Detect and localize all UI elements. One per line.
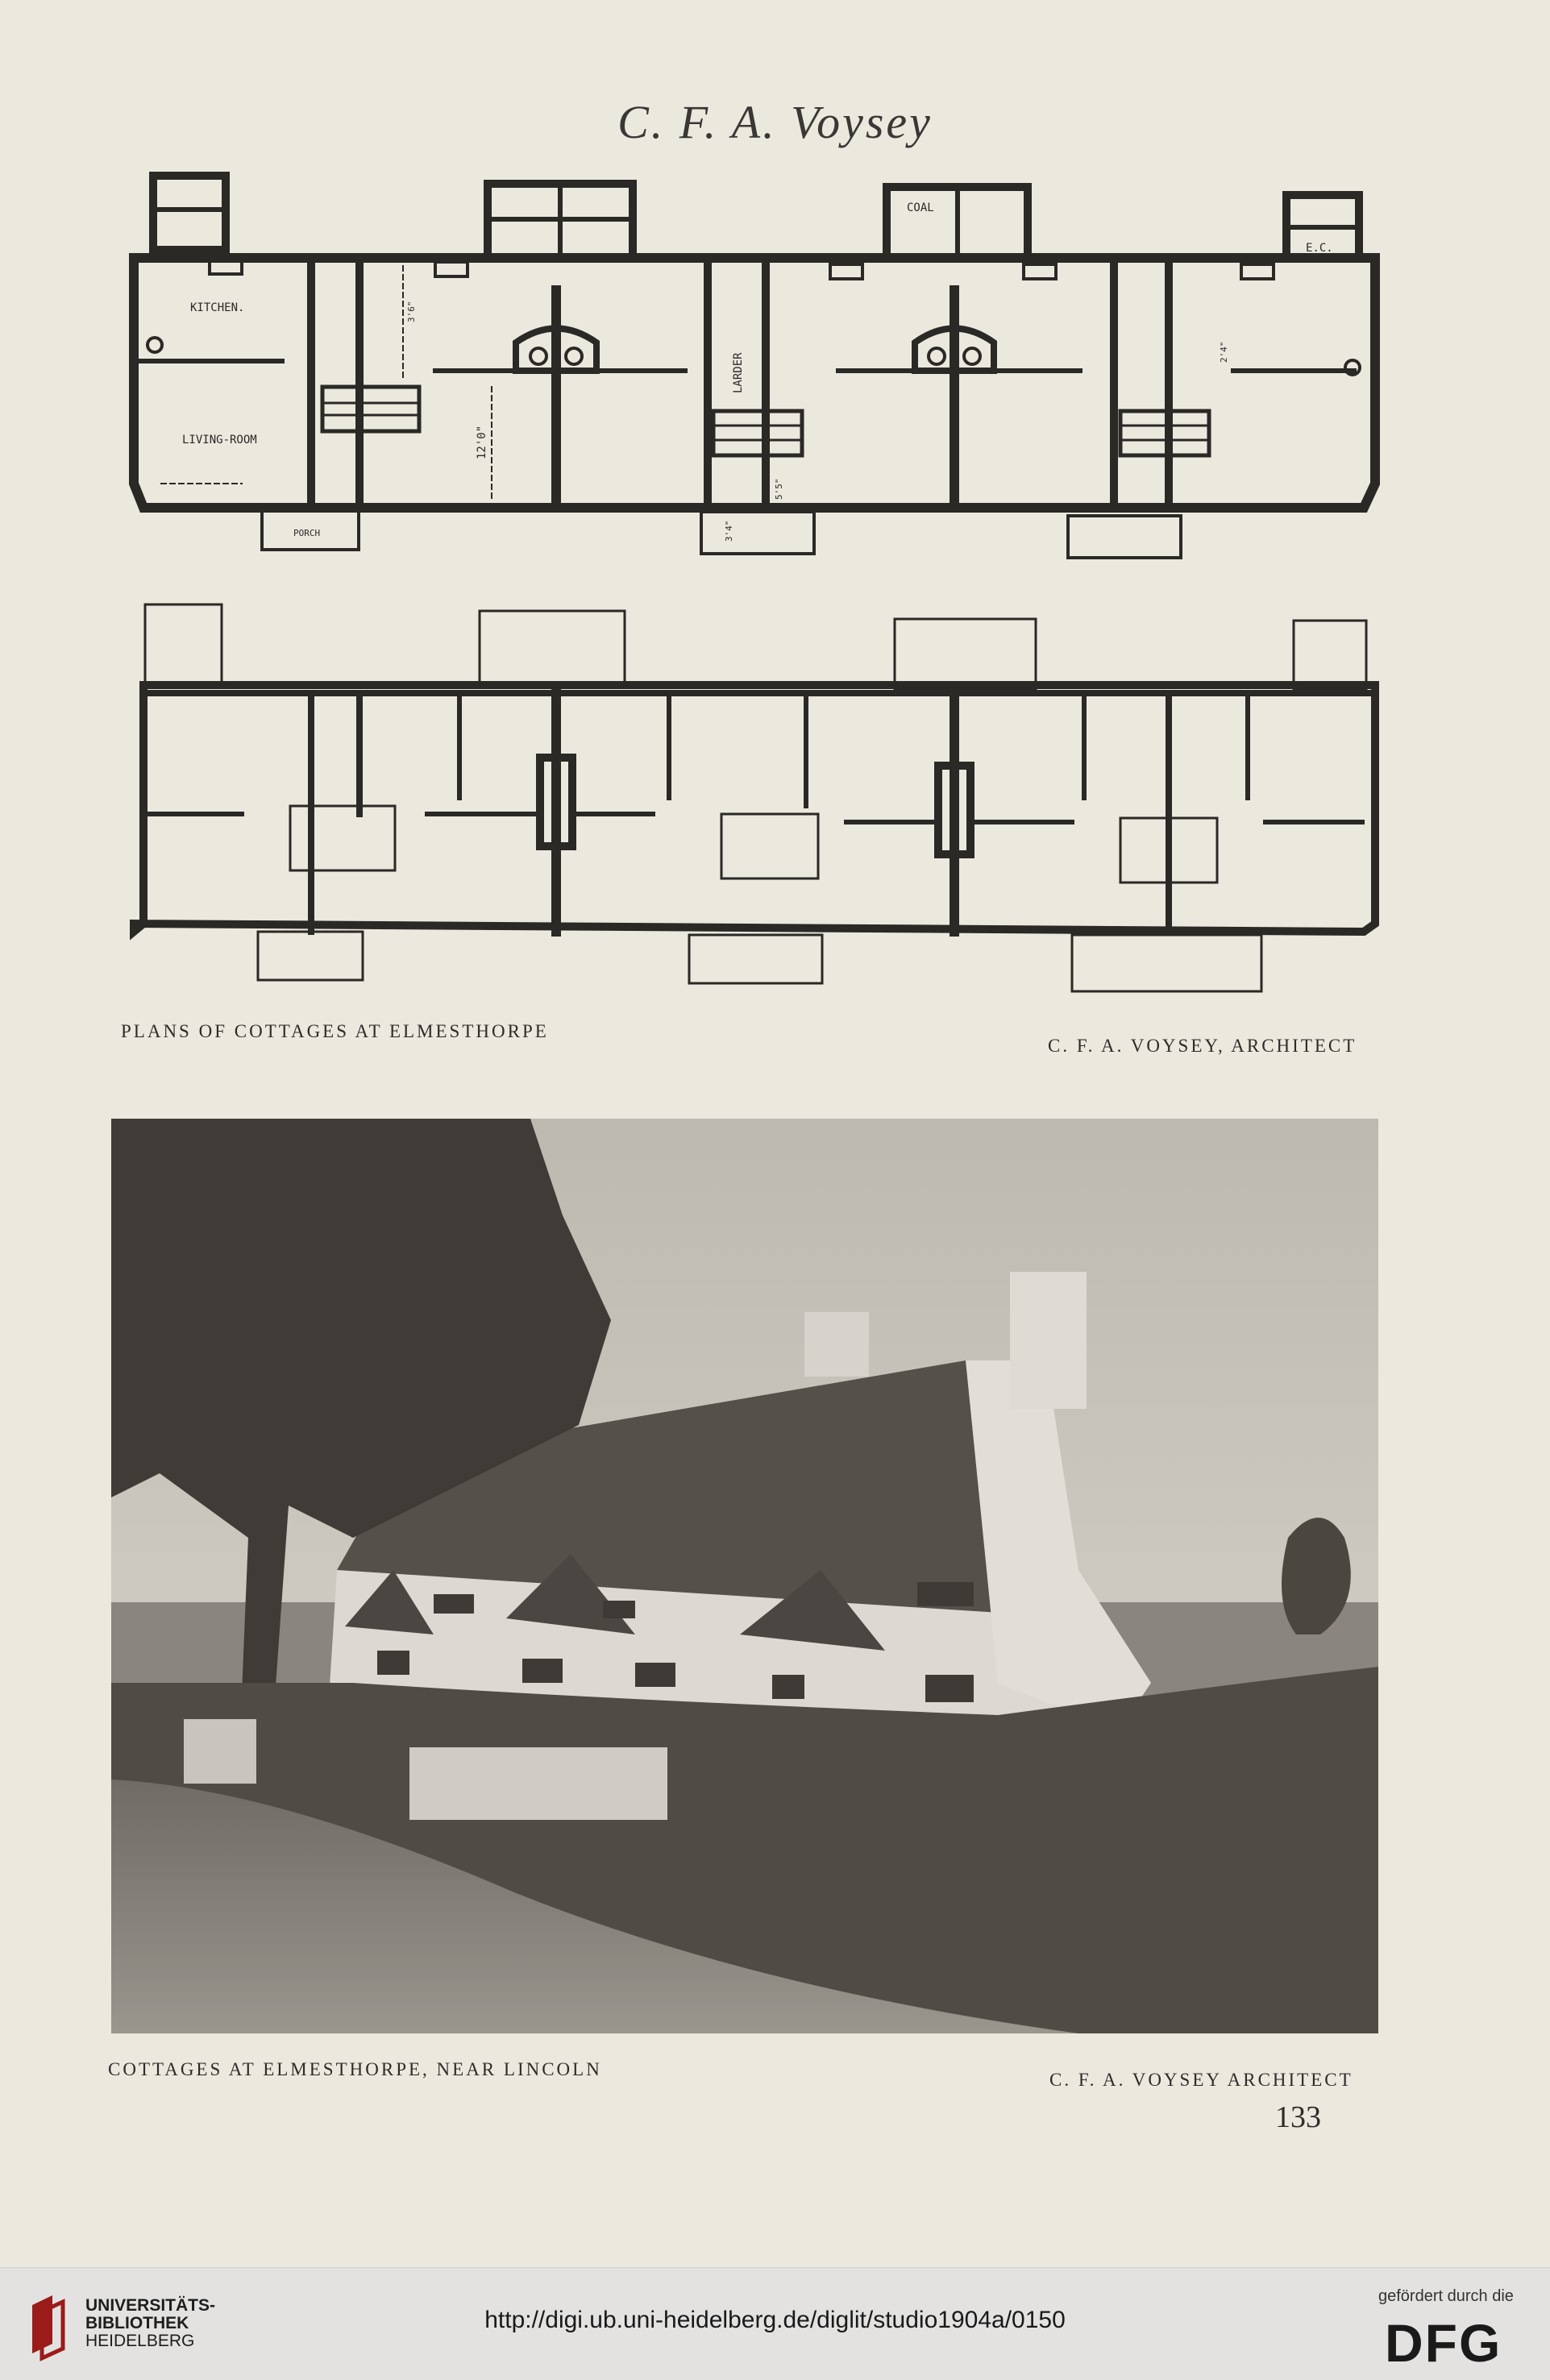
page-number: 133	[1275, 2100, 1321, 2134]
ground-floor-labels	[182, 201, 1333, 542]
label-ec: E.C.	[1306, 242, 1333, 255]
plans-caption-right: C. F. A. VOYSEY, ARCHITECT	[1048, 1036, 1357, 1056]
library-name-line3: HEIDELBERG	[85, 2332, 195, 2350]
plans-caption-left: PLANS OF COTTAGES AT ELMESTHORPE	[121, 1021, 549, 1041]
label-dim-55: 5'5"	[774, 478, 784, 500]
label-dim-24: 2'4"	[1219, 341, 1229, 363]
label-porch: PORCH	[293, 528, 321, 538]
dfg-logo: DFG	[1385, 2313, 1502, 2373]
floor-plans-drawing	[121, 169, 1386, 1024]
library-name-line1: UNIVERSITÄTS-	[85, 2296, 216, 2315]
label-kitchen: KITCHEN.	[190, 301, 245, 314]
chimney-left	[804, 1312, 869, 1377]
label-living-room: LIVING-ROOM	[182, 434, 257, 447]
first-floor-plan	[134, 604, 1375, 991]
funder-text: gefördert durch die	[1378, 2287, 1514, 2305]
label-coal: COAL	[907, 201, 934, 214]
label-dim-34: 3'4"	[724, 520, 734, 542]
library-name-line2: BIBLIOTHEK	[85, 2314, 189, 2332]
permalink-url[interactable]: http://digi.ub.uni-heidelberg.de/diglit/studio1904a/0150	[484, 2307, 1066, 2333]
label-dim-12: 12'0"	[476, 425, 488, 459]
running-header: C. F. A. Voysey	[617, 96, 933, 148]
cottages-photograph	[111, 1119, 1378, 2033]
ground-floor-plan	[134, 176, 1375, 558]
chimney-right	[1010, 1272, 1087, 1409]
label-larder: LARDER	[732, 352, 745, 393]
label-dim-35: 3'6"	[406, 301, 417, 322]
photo-caption-right: C. F. A. VOYSEY ARCHITECT	[1049, 2070, 1353, 2090]
photo-caption-left: COTTAGES AT ELMESTHORPE, NEAR LINCOLN	[108, 2059, 602, 2079]
